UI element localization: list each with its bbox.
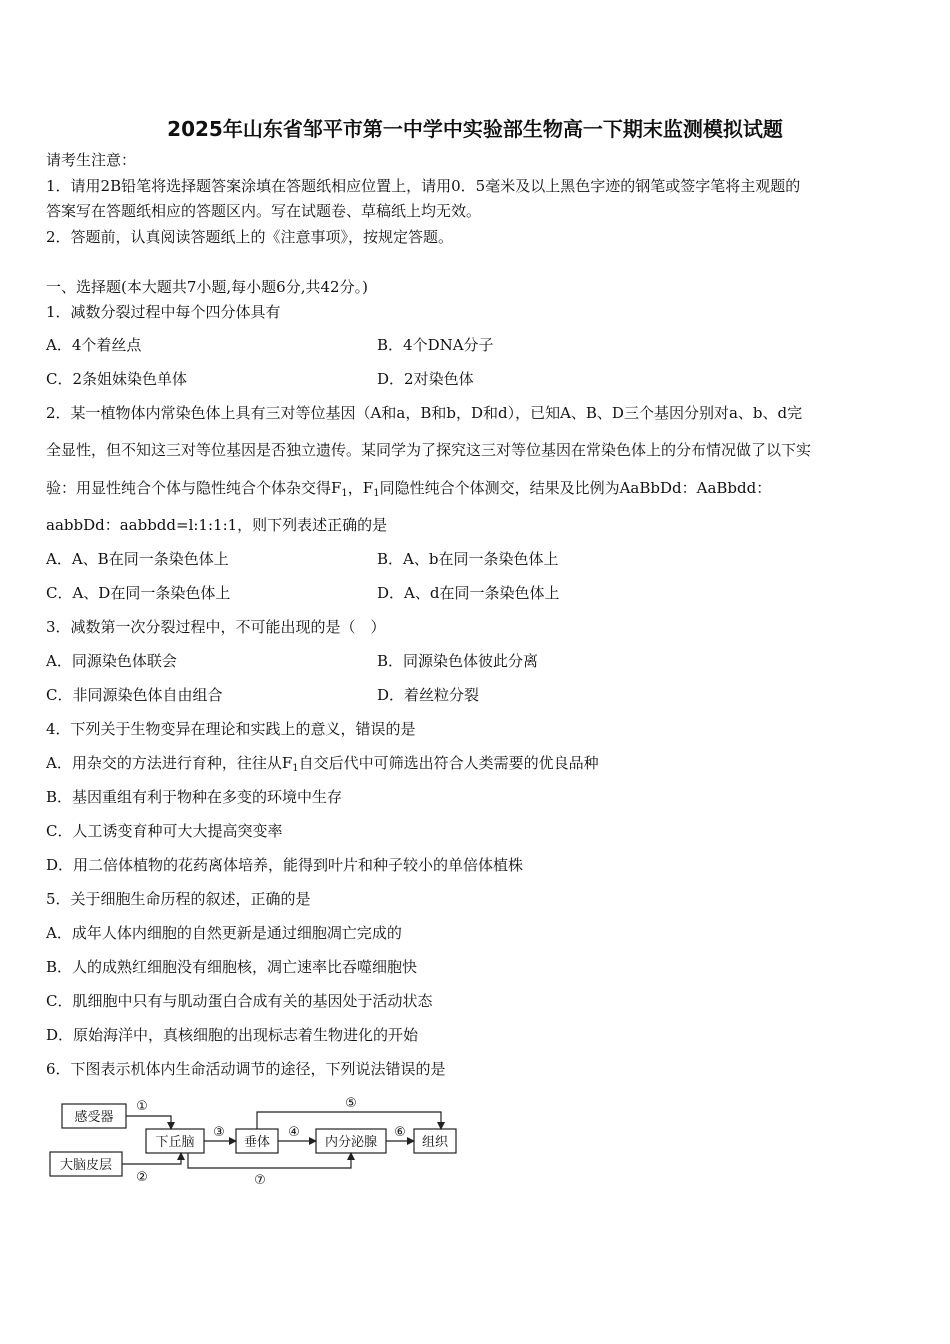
q2-line-3a: 验：用显性纯合个体与隐性纯合个体杂交得F	[46, 479, 342, 497]
q4-option-a	[46, 753, 599, 779]
q5-option-a: A．成年人体内细胞的自然更新是通过细胞凋亡完成的	[46, 924, 402, 942]
q4-option-c: C．人工诱变育种可大大提高突变率	[46, 822, 283, 840]
q2-option-d: D．A、d在同一条染色体上	[377, 584, 560, 602]
q4-option-b: B．基因重组有利于物种在多变的环境中生存	[46, 788, 343, 806]
q2-line-3b: ，F	[347, 479, 374, 497]
q2-option-b: B．A、b在同一条染色体上	[377, 550, 559, 568]
q2-line-3	[46, 478, 771, 504]
q3-stem: 3．减数第一次分裂过程中，不可能出现的是（ ）	[46, 618, 386, 636]
num-7: ⑦	[254, 1173, 266, 1188]
q4-option-a-part1: A．用杂交的方法进行育种，往往从F	[46, 754, 293, 772]
q2-option-a: A．A、B在同一条染色体上	[46, 550, 229, 568]
q5-stem: 5．关于细胞生命历程的叙述，正确的是	[46, 890, 311, 908]
q3-option-d: D．着丝粒分裂	[377, 686, 480, 704]
arrow-2	[122, 1153, 181, 1164]
q4-option-a-sub: 1	[292, 763, 299, 774]
num-5: ⑤	[345, 1096, 357, 1111]
notice-heading: 请考生注意：	[46, 151, 137, 169]
arrow-7	[188, 1153, 351, 1168]
section-heading: 一、选择题(本大题共7小题,每小题6分,共42分。)	[46, 278, 368, 296]
num-1: ①	[136, 1099, 148, 1114]
q4-option-d: D．用二倍体植物的花药离体培养，能得到叶片和种子较小的单倍体植株	[46, 856, 524, 874]
notice-item-1b: 答案写在答题纸相应的答题区内。写在试题卷、草稿纸上均无效。	[46, 202, 482, 220]
label-endocrine: 内分泌腺	[324, 1135, 378, 1150]
label-hypothalamus: 下丘脑	[155, 1135, 195, 1150]
page-title: 2025年山东省邹平市第一中学中实验部生物高一下期末监测模拟试题	[167, 117, 783, 141]
num-4: ④	[288, 1125, 300, 1140]
label-tissue: 组织	[421, 1135, 449, 1150]
q2-line-2: 全显性，但不知这三对等位基因是否独立遗传。某同学为了探究这三对等位基因在常染色体上的分布情况做了以下实	[46, 441, 812, 459]
q2-line-3-sub2: 1	[373, 488, 380, 499]
q2-line-3-sub1: 1	[341, 488, 348, 499]
q3-option-c: C．非同源染色体自由组合	[46, 686, 223, 704]
q5-option-c: C．肌细胞中只有与肌动蛋白合成有关的基因处于活动状态	[46, 992, 433, 1010]
num-3: ③	[213, 1125, 225, 1140]
q2-line-4: aabbDd：aabbdd=l:1:1:1，则下列表述正确的是	[46, 516, 388, 534]
q3-option-b: B．同源染色体彼此分离	[377, 652, 539, 670]
q1-option-d: D．2对染色体	[377, 370, 474, 388]
q2-line-3c: 同隐性纯合个体测交，结果及比例为AaBbDd：AaBbdd：	[379, 479, 772, 497]
q5-option-b: B．人的成熟红细胞没有细胞核，凋亡速率比吞噬细胞快	[46, 958, 418, 976]
notice-item-2: 2．答题前，认真阅读答题纸上的《注意事项》，按规定答题。	[46, 228, 454, 246]
label-cortex: 大脑皮层	[59, 1158, 113, 1173]
num-6: ⑥	[394, 1125, 406, 1140]
q4-option-a-part2: 自交后代中可筛选出符合人类需要的优良品种	[298, 754, 599, 772]
q1-stem: 1．减数分裂过程中每个四分体具有	[46, 303, 281, 321]
q4-stem: 4．下列关于生物变异在理论和实践上的意义，错误的是	[46, 720, 416, 738]
label-pituitary: 垂体	[243, 1135, 271, 1150]
num-2: ②	[136, 1170, 148, 1185]
q6-stem: 6．下图表示机体内生命活动调节的途径，下列说法错误的是	[46, 1060, 446, 1078]
arrow-1	[126, 1116, 171, 1129]
q3-option-a: A．同源染色体联会	[46, 652, 177, 670]
q1-option-c: C．2条姐妹染色单体	[46, 370, 188, 388]
q1-option-b: B．4个DNA分子	[377, 336, 494, 354]
regulation-diagram	[46, 1092, 466, 1192]
q2-line-1: 2．某一植物体内常染色体上具有三对等位基因（A和a，B和b，D和d），已知A、B、D三个基因分别对a、b、d完	[46, 404, 803, 422]
q2-option-c: C．A、D在同一条染色体上	[46, 584, 231, 602]
notice-item-1a: 1．请用2B铅笔将选择题答案涂填在答题纸相应位置上，请用0．5毫米及以上黑色字迹的钢笔或签字笔将主观题的	[46, 177, 801, 195]
arrow-5	[257, 1112, 441, 1129]
q1-option-a: A．4个着丝点	[46, 336, 142, 354]
label-receptor: 感受器	[74, 1110, 114, 1125]
q5-option-d: D．原始海洋中，真核细胞的出现标志着生物进化的开始	[46, 1026, 419, 1044]
